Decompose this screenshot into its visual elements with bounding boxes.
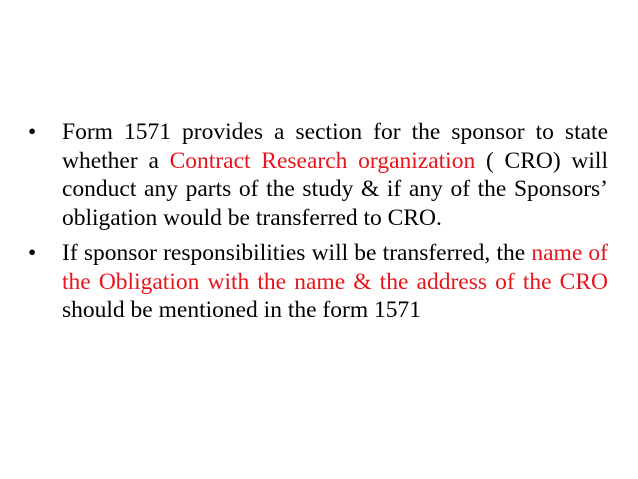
bullet-icon: • bbox=[28, 240, 37, 266]
bullet-item-cro-section bbox=[28, 118, 608, 232]
highlighted-text-segment: name of the Obligation with the name & the address of the CRO bbox=[62, 240, 608, 295]
highlighted-text-segment: Contract Research organization bbox=[169, 147, 476, 174]
bullet-icon: • bbox=[28, 119, 37, 145]
bullet-text-segment: ( CRO) will conduct any parts of the study & if any of the Sponsors’ obligation would be transferred to CRO. bbox=[62, 147, 608, 231]
bullet-list bbox=[28, 118, 608, 332]
bullet-text-segment: Form 1571 provides a section for the sponsor to state whether a bbox=[62, 119, 608, 174]
bullet-item-transferred-responsibilities bbox=[28, 239, 608, 325]
bullet-text-segment: should be mentioned in the form 1571 bbox=[62, 297, 421, 323]
bullet-text-segment: If sponsor responsibilities will be transferred, the bbox=[62, 240, 532, 266]
